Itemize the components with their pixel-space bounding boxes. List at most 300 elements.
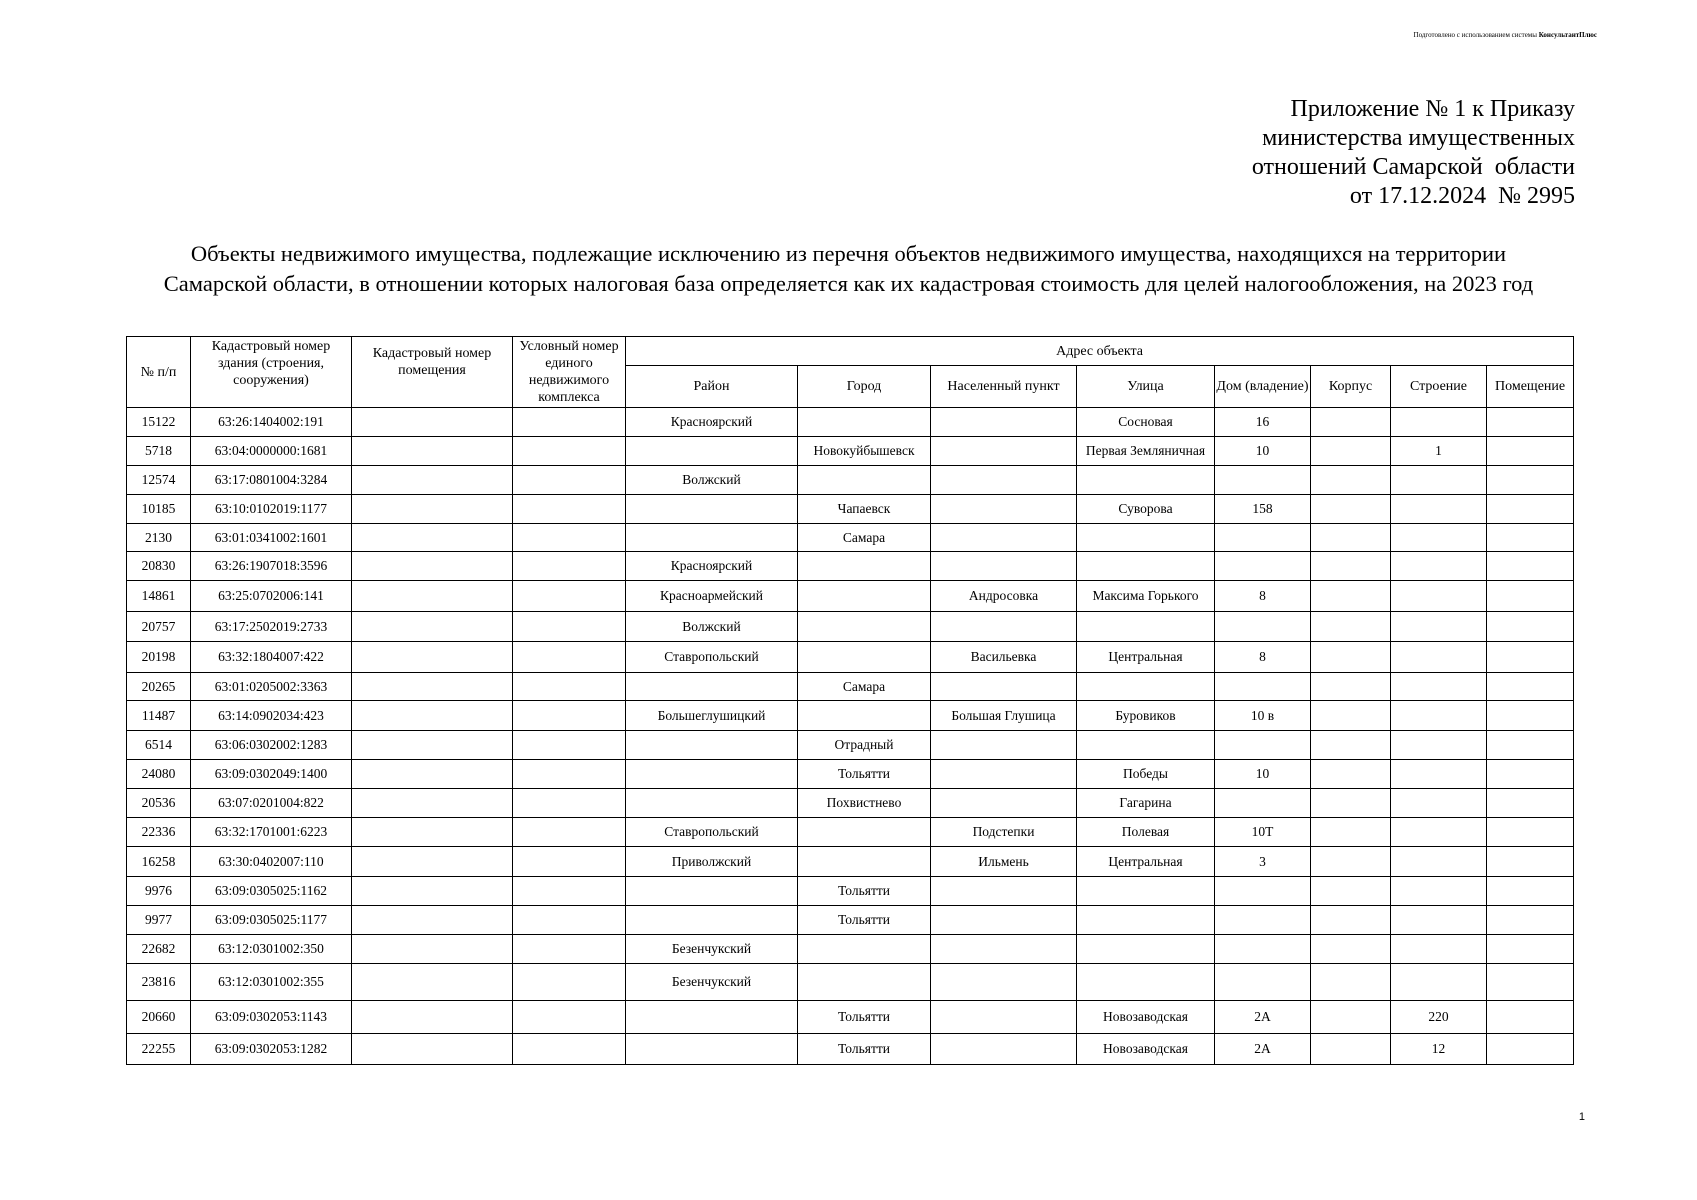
header-house: Дом (владение) — [1215, 366, 1311, 408]
document-title: Объекты недвижимого имущества, подлежащие исключению из перечня объектов недвижимого имущества, находящихся на территории Самарской области, в отношении которых налоговая база определяется как их кадастровая стоимость для целей налогообложения, на 2023 год — [163, 241, 1534, 296]
cell-building-cadastral: 63:32:1804007:422 — [191, 642, 352, 673]
table-row — [127, 847, 1574, 877]
cell-structure — [1391, 731, 1487, 760]
cell-num: 15122 — [127, 408, 191, 437]
cell-building-cadastral: 63:09:0305025:1162 — [191, 877, 352, 906]
cell-district — [626, 1001, 798, 1034]
cell-num: 23816 — [127, 964, 191, 1001]
cell-num: 20660 — [127, 1001, 191, 1034]
cell-block — [1311, 877, 1391, 906]
cell-city — [798, 408, 931, 437]
cell-building-cadastral: 63:09:0305025:1177 — [191, 906, 352, 935]
cell-district: Красноярский — [626, 408, 798, 437]
cell-block — [1311, 495, 1391, 524]
table-row — [127, 524, 1574, 552]
cell-building-cadastral: 63:10:0102019:1177 — [191, 495, 352, 524]
cell-settlement — [931, 1034, 1077, 1065]
cell-house: 10 в — [1215, 701, 1311, 731]
cell-street — [1077, 524, 1215, 552]
cell-structure — [1391, 495, 1487, 524]
table-row — [127, 760, 1574, 789]
cell-premises-cadastral — [352, 877, 513, 906]
table-row — [127, 877, 1574, 906]
cell-room — [1487, 581, 1574, 612]
cell-street: Новозаводская — [1077, 1001, 1215, 1034]
cell-street — [1077, 906, 1215, 935]
page-number: 1 — [1578, 1111, 1585, 1123]
cell-conditional-number — [513, 789, 626, 818]
cell-house: 3 — [1215, 847, 1311, 877]
cell-num: 16258 — [127, 847, 191, 877]
cell-conditional-number — [513, 935, 626, 964]
cell-building-cadastral: 63:06:0302002:1283 — [191, 731, 352, 760]
table-row — [127, 1001, 1574, 1034]
header-num: № п/п — [127, 337, 191, 408]
cell-premises-cadastral — [352, 466, 513, 495]
cell-conditional-number — [513, 847, 626, 877]
cell-city — [798, 818, 931, 847]
cell-structure — [1391, 581, 1487, 612]
table-row — [127, 935, 1574, 964]
cell-city — [798, 552, 931, 581]
cell-settlement — [931, 1001, 1077, 1034]
cell-settlement: Большая Глушица — [931, 701, 1077, 731]
header-district: Район — [626, 366, 798, 408]
cell-settlement: Подстепки — [931, 818, 1077, 847]
cell-structure: 1 — [1391, 437, 1487, 466]
cell-conditional-number — [513, 408, 626, 437]
cell-district: Безенчукский — [626, 964, 798, 1001]
cell-district — [626, 524, 798, 552]
cell-block — [1311, 964, 1391, 1001]
cell-city: Тольятти — [798, 1001, 931, 1034]
cell-city — [798, 935, 931, 964]
cell-num: 24080 — [127, 760, 191, 789]
cell-settlement — [931, 673, 1077, 701]
cell-num: 14861 — [127, 581, 191, 612]
cell-block — [1311, 437, 1391, 466]
header-settlement: Населенный пункт — [931, 366, 1077, 408]
cell-num: 20536 — [127, 789, 191, 818]
cell-room — [1487, 408, 1574, 437]
cell-room — [1487, 642, 1574, 673]
cell-settlement — [931, 906, 1077, 935]
cell-building-cadastral: 63:26:1907018:3596 — [191, 552, 352, 581]
cell-premises-cadastral — [352, 964, 513, 1001]
cell-house — [1215, 877, 1311, 906]
cell-premises-cadastral — [352, 701, 513, 731]
cell-house — [1215, 935, 1311, 964]
cell-house — [1215, 552, 1311, 581]
cell-premises-cadastral — [352, 906, 513, 935]
cell-building-cadastral: 63:01:0341002:1601 — [191, 524, 352, 552]
table-row — [127, 552, 1574, 581]
objects-table — [126, 336, 1574, 1065]
cell-structure — [1391, 935, 1487, 964]
cell-structure — [1391, 789, 1487, 818]
cell-block — [1311, 408, 1391, 437]
cell-city: Тольятти — [798, 877, 931, 906]
table-row — [127, 731, 1574, 760]
cell-block — [1311, 847, 1391, 877]
cell-premises-cadastral — [352, 1001, 513, 1034]
table-row — [127, 437, 1574, 466]
cell-house: 8 — [1215, 642, 1311, 673]
cell-room — [1487, 495, 1574, 524]
cell-district — [626, 495, 798, 524]
cell-settlement — [931, 760, 1077, 789]
cell-city — [798, 612, 931, 642]
cell-district — [626, 731, 798, 760]
cell-settlement — [931, 731, 1077, 760]
cell-district: Ставропольский — [626, 818, 798, 847]
table-row — [127, 495, 1574, 524]
cell-conditional-number — [513, 877, 626, 906]
cell-district: Волжский — [626, 466, 798, 495]
cell-num: 20830 — [127, 552, 191, 581]
cell-street — [1077, 935, 1215, 964]
cell-district: Ставропольский — [626, 642, 798, 673]
cell-conditional-number — [513, 495, 626, 524]
cell-city — [798, 964, 931, 1001]
cell-city: Чапаевск — [798, 495, 931, 524]
cell-num: 2130 — [127, 524, 191, 552]
cell-house: 10 — [1215, 437, 1311, 466]
cell-house — [1215, 906, 1311, 935]
cell-premises-cadastral — [352, 760, 513, 789]
cell-house: 10Т — [1215, 818, 1311, 847]
cell-premises-cadastral — [352, 408, 513, 437]
approval-line: министерства имущественных — [1262, 125, 1575, 151]
cell-room — [1487, 612, 1574, 642]
cell-premises-cadastral — [352, 552, 513, 581]
cell-conditional-number — [513, 612, 626, 642]
header-address-group: Адрес объекта — [626, 337, 1574, 366]
cell-street — [1077, 612, 1215, 642]
cell-district: Волжский — [626, 612, 798, 642]
cell-structure — [1391, 642, 1487, 673]
cell-block — [1311, 1034, 1391, 1065]
approval-line: отношений Самарской области — [1251, 154, 1575, 180]
header-city: Город — [798, 366, 931, 408]
cell-num: 10185 — [127, 495, 191, 524]
cell-structure: 220 — [1391, 1001, 1487, 1034]
cell-premises-cadastral — [352, 612, 513, 642]
cell-street: Буровиков — [1077, 701, 1215, 731]
header-block: Корпус — [1311, 366, 1391, 408]
cell-settlement — [931, 964, 1077, 1001]
cell-room — [1487, 877, 1574, 906]
cell-house: 10 — [1215, 760, 1311, 789]
header-structure: Строение — [1391, 366, 1487, 408]
cell-building-cadastral: 63:30:0402007:110 — [191, 847, 352, 877]
watermark-prefix: Подготовлено с использованием системы — [1413, 31, 1537, 39]
cell-block — [1311, 731, 1391, 760]
header-building-cadastral: Кадастровый номер здания (строения, сооружения) — [191, 337, 352, 408]
cell-structure — [1391, 524, 1487, 552]
cell-city: Тольятти — [798, 1034, 931, 1065]
cell-street — [1077, 877, 1215, 906]
cell-num: 9977 — [127, 906, 191, 935]
cell-city — [798, 847, 931, 877]
cell-settlement — [931, 437, 1077, 466]
cell-block — [1311, 1001, 1391, 1034]
cell-street — [1077, 552, 1215, 581]
cell-room — [1487, 818, 1574, 847]
cell-premises-cadastral — [352, 524, 513, 552]
cell-building-cadastral: 63:04:0000000:1681 — [191, 437, 352, 466]
cell-city: Похвистнево — [798, 789, 931, 818]
cell-building-cadastral: 63:14:0902034:423 — [191, 701, 352, 731]
cell-block — [1311, 612, 1391, 642]
cell-room — [1487, 1001, 1574, 1034]
cell-building-cadastral: 63:01:0205002:3363 — [191, 673, 352, 701]
table-row — [127, 789, 1574, 818]
cell-street: Сосновая — [1077, 408, 1215, 437]
cell-num: 22682 — [127, 935, 191, 964]
cell-building-cadastral: 63:26:1404002:191 — [191, 408, 352, 437]
cell-conditional-number — [513, 760, 626, 789]
cell-premises-cadastral — [352, 789, 513, 818]
cell-structure — [1391, 612, 1487, 642]
cell-city: Тольятти — [798, 906, 931, 935]
cell-building-cadastral: 63:09:0302053:1282 — [191, 1034, 352, 1065]
cell-block — [1311, 701, 1391, 731]
cell-city — [798, 581, 931, 612]
cell-street: Гагарина — [1077, 789, 1215, 818]
cell-district: Красноярский — [626, 552, 798, 581]
cell-room — [1487, 964, 1574, 1001]
approval-block — [1252, 95, 1575, 211]
cell-structure — [1391, 847, 1487, 877]
cell-house — [1215, 612, 1311, 642]
table-row — [127, 1034, 1574, 1065]
cell-building-cadastral: 63:32:1701001:6223 — [191, 818, 352, 847]
cell-premises-cadastral — [352, 642, 513, 673]
cell-conditional-number — [513, 466, 626, 495]
cell-room — [1487, 789, 1574, 818]
cell-house — [1215, 789, 1311, 818]
cell-house — [1215, 731, 1311, 760]
cell-house — [1215, 964, 1311, 1001]
header-premises-cadastral: Кадастровый номер помещения — [352, 337, 513, 408]
cell-street: Новозаводская — [1077, 1034, 1215, 1065]
cell-num: 20265 — [127, 673, 191, 701]
cell-block — [1311, 789, 1391, 818]
cell-settlement: Васильевка — [931, 642, 1077, 673]
cell-block — [1311, 581, 1391, 612]
cell-city: Самара — [798, 524, 931, 552]
cell-street: Первая Земляничная — [1077, 437, 1215, 466]
cell-district — [626, 1034, 798, 1065]
approval-line: Приложение № 1 к Приказу — [1290, 96, 1575, 122]
table-row — [127, 673, 1574, 701]
cell-structure: 12 — [1391, 1034, 1487, 1065]
cell-block — [1311, 906, 1391, 935]
table-row — [127, 964, 1574, 1001]
cell-conditional-number — [513, 906, 626, 935]
cell-structure — [1391, 906, 1487, 935]
cell-street: Центральная — [1077, 642, 1215, 673]
cell-building-cadastral: 63:17:2502019:2733 — [191, 612, 352, 642]
cell-room — [1487, 935, 1574, 964]
header-conditional-number: Условный номер единого недвижимого комплекса — [513, 337, 626, 408]
cell-street: Центральная — [1077, 847, 1215, 877]
cell-street: Суворова — [1077, 495, 1215, 524]
table-body — [127, 408, 1574, 1065]
cell-settlement: Ильмень — [931, 847, 1077, 877]
cell-house — [1215, 524, 1311, 552]
consultant-watermark — [1414, 31, 1597, 39]
cell-num: 22255 — [127, 1034, 191, 1065]
cell-city — [798, 466, 931, 495]
cell-settlement — [931, 524, 1077, 552]
table-row — [127, 701, 1574, 731]
cell-settlement — [931, 877, 1077, 906]
cell-block — [1311, 760, 1391, 789]
cell-structure — [1391, 818, 1487, 847]
cell-settlement: Андросовка — [931, 581, 1077, 612]
header-street: Улица — [1077, 366, 1215, 408]
cell-structure — [1391, 408, 1487, 437]
cell-num: 20757 — [127, 612, 191, 642]
cell-num: 22336 — [127, 818, 191, 847]
cell-block — [1311, 552, 1391, 581]
cell-room — [1487, 437, 1574, 466]
cell-district: Безенчукский — [626, 935, 798, 964]
cell-district — [626, 673, 798, 701]
cell-room — [1487, 701, 1574, 731]
cell-conditional-number — [513, 731, 626, 760]
cell-conditional-number — [513, 524, 626, 552]
cell-street — [1077, 731, 1215, 760]
cell-house: 2А — [1215, 1001, 1311, 1034]
cell-structure — [1391, 964, 1487, 1001]
cell-num: 5718 — [127, 437, 191, 466]
cell-street — [1077, 964, 1215, 1001]
cell-settlement — [931, 466, 1077, 495]
table-row — [127, 642, 1574, 673]
cell-block — [1311, 935, 1391, 964]
cell-num: 9976 — [127, 877, 191, 906]
cell-room — [1487, 524, 1574, 552]
cell-district — [626, 877, 798, 906]
cell-settlement — [931, 612, 1077, 642]
cell-building-cadastral: 63:25:0702006:141 — [191, 581, 352, 612]
header-room: Помещение — [1487, 366, 1574, 408]
cell-room — [1487, 1034, 1574, 1065]
cell-settlement — [931, 552, 1077, 581]
cell-conditional-number — [513, 642, 626, 673]
cell-premises-cadastral — [352, 495, 513, 524]
cell-num: 6514 — [127, 731, 191, 760]
cell-building-cadastral: 63:09:0302053:1143 — [191, 1001, 352, 1034]
cell-building-cadastral: 63:09:0302049:1400 — [191, 760, 352, 789]
cell-settlement — [931, 789, 1077, 818]
cell-structure — [1391, 760, 1487, 789]
cell-house — [1215, 673, 1311, 701]
cell-building-cadastral: 63:12:0301002:355 — [191, 964, 352, 1001]
table-row — [127, 818, 1574, 847]
cell-settlement — [931, 408, 1077, 437]
cell-room — [1487, 906, 1574, 935]
cell-block — [1311, 818, 1391, 847]
cell-num: 11487 — [127, 701, 191, 731]
cell-block — [1311, 466, 1391, 495]
cell-premises-cadastral — [352, 818, 513, 847]
cell-premises-cadastral — [352, 731, 513, 760]
cell-premises-cadastral — [352, 437, 513, 466]
cell-conditional-number — [513, 964, 626, 1001]
cell-premises-cadastral — [352, 673, 513, 701]
cell-city — [798, 701, 931, 731]
cell-house: 8 — [1215, 581, 1311, 612]
cell-block — [1311, 524, 1391, 552]
cell-conditional-number — [513, 581, 626, 612]
cell-room — [1487, 760, 1574, 789]
cell-street: Победы — [1077, 760, 1215, 789]
cell-structure — [1391, 877, 1487, 906]
cell-conditional-number — [513, 1001, 626, 1034]
cell-house: 158 — [1215, 495, 1311, 524]
cell-district — [626, 760, 798, 789]
cell-conditional-number — [513, 1034, 626, 1065]
cell-street: Полевая — [1077, 818, 1215, 847]
table-row — [127, 466, 1574, 495]
cell-district: Приволжский — [626, 847, 798, 877]
cell-city: Новокуйбышевск — [798, 437, 931, 466]
cell-building-cadastral: 63:07:0201004:822 — [191, 789, 352, 818]
cell-premises-cadastral — [352, 847, 513, 877]
cell-settlement — [931, 935, 1077, 964]
cell-district — [626, 437, 798, 466]
cell-house — [1215, 466, 1311, 495]
cell-premises-cadastral — [352, 935, 513, 964]
cell-conditional-number — [513, 818, 626, 847]
cell-settlement — [931, 495, 1077, 524]
cell-district — [626, 906, 798, 935]
cell-structure — [1391, 552, 1487, 581]
cell-conditional-number — [513, 437, 626, 466]
table-row — [127, 408, 1574, 437]
cell-room — [1487, 673, 1574, 701]
table-row — [127, 612, 1574, 642]
cell-room — [1487, 731, 1574, 760]
watermark-brand: КонсультантПлюс — [1538, 31, 1597, 39]
cell-block — [1311, 673, 1391, 701]
cell-num: 12574 — [127, 466, 191, 495]
cell-block — [1311, 642, 1391, 673]
cell-house: 16 — [1215, 408, 1311, 437]
approval-line: от 17.12.2024 № 2995 — [1349, 183, 1575, 209]
cell-building-cadastral: 63:17:0801004:3284 — [191, 466, 352, 495]
cell-premises-cadastral — [352, 581, 513, 612]
cell-district: Красноармейский — [626, 581, 798, 612]
cell-conditional-number — [513, 701, 626, 731]
cell-city: Отрадный — [798, 731, 931, 760]
cell-structure — [1391, 673, 1487, 701]
cell-room — [1487, 552, 1574, 581]
table-row — [127, 906, 1574, 935]
cell-district — [626, 789, 798, 818]
cell-conditional-number — [513, 673, 626, 701]
cell-house: 2А — [1215, 1034, 1311, 1065]
cell-city: Самара — [798, 673, 931, 701]
cell-city — [798, 642, 931, 673]
cell-street — [1077, 673, 1215, 701]
cell-conditional-number — [513, 552, 626, 581]
cell-structure — [1391, 466, 1487, 495]
